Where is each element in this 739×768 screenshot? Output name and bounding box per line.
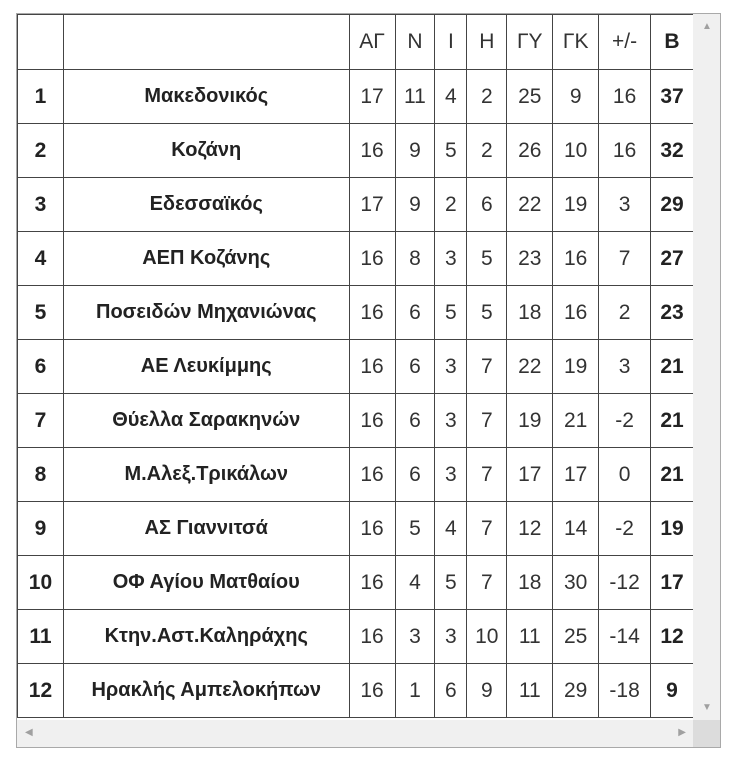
team-name-cell: Κοζάνη [63,124,349,178]
team-name-cell: ΑΕΠ Κοζάνης [63,232,349,286]
played-cell: 16 [349,340,395,394]
table-row [18,124,694,178]
header-goal-diff: +/- [599,15,651,70]
table-row [18,664,694,718]
rank-cell: 8 [18,448,64,502]
goal-diff-cell: 16 [599,124,651,178]
goals-against-cell: 21 [553,394,599,448]
table-row [18,394,694,448]
goals-for-cell: 11 [507,610,553,664]
goals-for-cell: 25 [507,70,553,124]
rank-cell: 4 [18,232,64,286]
losses-cell: 6 [467,178,507,232]
goals-for-cell: 22 [507,340,553,394]
goal-diff-cell: 2 [599,286,651,340]
standings-table-container [16,13,721,748]
points-cell: 21 [651,394,694,448]
points-cell: 37 [651,70,694,124]
goal-diff-cell: 16 [599,70,651,124]
points-cell: 27 [651,232,694,286]
rank-cell: 3 [18,178,64,232]
played-cell: 16 [349,556,395,610]
table-row [18,178,694,232]
goals-against-cell: 25 [553,610,599,664]
wins-cell: 5 [395,502,435,556]
wins-cell: 4 [395,556,435,610]
played-cell: 16 [349,448,395,502]
table-row [18,340,694,394]
goals-against-cell: 14 [553,502,599,556]
losses-cell: 10 [467,610,507,664]
table-row [18,448,694,502]
draws-cell: 2 [435,178,467,232]
points-cell: 19 [651,502,694,556]
points-cell: 21 [651,448,694,502]
points-cell: 9 [651,664,694,718]
header-goals-against: ΓΚ [553,15,599,70]
header-wins: Ν [395,15,435,70]
team-name-cell: Μ.Αλεξ.Τρικάλων [63,448,349,502]
goals-against-cell: 16 [553,286,599,340]
rank-cell: 7 [18,394,64,448]
wins-cell: 8 [395,232,435,286]
standings-table [17,14,694,718]
goal-diff-cell: 3 [599,340,651,394]
wins-cell: 6 [395,448,435,502]
played-cell: 16 [349,124,395,178]
losses-cell: 7 [467,340,507,394]
played-cell: 16 [349,610,395,664]
losses-cell: 7 [467,556,507,610]
rank-cell: 11 [18,610,64,664]
played-cell: 16 [349,394,395,448]
goals-against-cell: 10 [553,124,599,178]
goals-against-cell: 30 [553,556,599,610]
team-name-cell: ΟΦ Αγίου Ματθαίου [63,556,349,610]
losses-cell: 2 [467,124,507,178]
goals-for-cell: 12 [507,502,553,556]
header-losses: Η [467,15,507,70]
played-cell: 16 [349,664,395,718]
points-cell: 17 [651,556,694,610]
goal-diff-cell: 3 [599,178,651,232]
goal-diff-cell: 7 [599,232,651,286]
header-rank [18,15,64,70]
played-cell: 17 [349,70,395,124]
draws-cell: 3 [435,448,467,502]
header-goals-for: ΓΥ [507,15,553,70]
draws-cell: 3 [435,394,467,448]
team-name-cell: Θύελλα Σαρακηνών [63,394,349,448]
table-row [18,232,694,286]
wins-cell: 9 [395,178,435,232]
draws-cell: 5 [435,556,467,610]
losses-cell: 2 [467,70,507,124]
header-played: ΑΓ [349,15,395,70]
goals-for-cell: 23 [507,232,553,286]
goal-diff-cell: 0 [599,448,651,502]
points-cell: 23 [651,286,694,340]
played-cell: 16 [349,502,395,556]
goals-for-cell: 18 [507,286,553,340]
points-cell: 29 [651,178,694,232]
rank-cell: 10 [18,556,64,610]
wins-cell: 9 [395,124,435,178]
wins-cell: 1 [395,664,435,718]
table-row [18,556,694,610]
goals-for-cell: 19 [507,394,553,448]
scrollbar-corner [693,720,720,747]
losses-cell: 5 [467,286,507,340]
horizontal-scrollbar[interactable] [17,720,694,747]
points-cell: 32 [651,124,694,178]
goals-for-cell: 17 [507,448,553,502]
draws-cell: 3 [435,610,467,664]
goals-against-cell: 19 [553,178,599,232]
table-viewport [17,14,694,721]
draws-cell: 5 [435,124,467,178]
goals-against-cell: 17 [553,448,599,502]
wins-cell: 6 [395,286,435,340]
goals-for-cell: 18 [507,556,553,610]
team-name-cell: Κτην.Αστ.Καληράχης [63,610,349,664]
table-row [18,286,694,340]
losses-cell: 7 [467,394,507,448]
points-cell: 21 [651,340,694,394]
goals-for-cell: 11 [507,664,553,718]
scroll-right-arrow-icon[interactable]: ▶ [678,727,686,738]
team-name-cell: Ποσειδών Μηχανιώνας [63,286,349,340]
team-name-cell: ΑΣ Γιαννιτσά [63,502,349,556]
table-row [18,70,694,124]
goals-against-cell: 9 [553,70,599,124]
goal-diff-cell: -2 [599,394,651,448]
points-cell: 12 [651,610,694,664]
played-cell: 16 [349,286,395,340]
header-points: Β [651,15,694,70]
team-name-cell: Μακεδονικός [63,70,349,124]
team-name-cell: Εδεσσαϊκός [63,178,349,232]
table-row [18,502,694,556]
played-cell: 17 [349,178,395,232]
header-draws: Ι [435,15,467,70]
losses-cell: 7 [467,448,507,502]
draws-cell: 3 [435,232,467,286]
losses-cell: 9 [467,664,507,718]
wins-cell: 6 [395,394,435,448]
header-team [63,15,349,70]
scroll-down-arrow-icon[interactable]: ▼ [702,702,712,713]
goal-diff-cell: -14 [599,610,651,664]
goal-diff-cell: -12 [599,556,651,610]
draws-cell: 3 [435,340,467,394]
rank-cell: 5 [18,286,64,340]
goals-for-cell: 22 [507,178,553,232]
goals-against-cell: 19 [553,340,599,394]
goals-against-cell: 16 [553,232,599,286]
team-name-cell: Ηρακλής Αμπελοκήπων [63,664,349,718]
played-cell: 16 [349,232,395,286]
goals-against-cell: 29 [553,664,599,718]
goals-for-cell: 26 [507,124,553,178]
wins-cell: 3 [395,610,435,664]
rank-cell: 6 [18,340,64,394]
losses-cell: 7 [467,502,507,556]
scroll-up-arrow-icon[interactable]: ▲ [702,21,712,32]
draws-cell: 4 [435,502,467,556]
rank-cell: 1 [18,70,64,124]
goal-diff-cell: -2 [599,502,651,556]
rank-cell: 12 [18,664,64,718]
team-name-cell: ΑΕ Λευκίμμης [63,340,349,394]
header-row [18,15,694,70]
draws-cell: 5 [435,286,467,340]
losses-cell: 5 [467,232,507,286]
vertical-scrollbar[interactable] [693,14,720,721]
draws-cell: 4 [435,70,467,124]
wins-cell: 11 [395,70,435,124]
rank-cell: 2 [18,124,64,178]
goal-diff-cell: -18 [599,664,651,718]
table-row [18,610,694,664]
wins-cell: 6 [395,340,435,394]
scroll-left-arrow-icon[interactable]: ◀ [25,727,33,738]
rank-cell: 9 [18,502,64,556]
draws-cell: 6 [435,664,467,718]
table-body [18,70,694,718]
